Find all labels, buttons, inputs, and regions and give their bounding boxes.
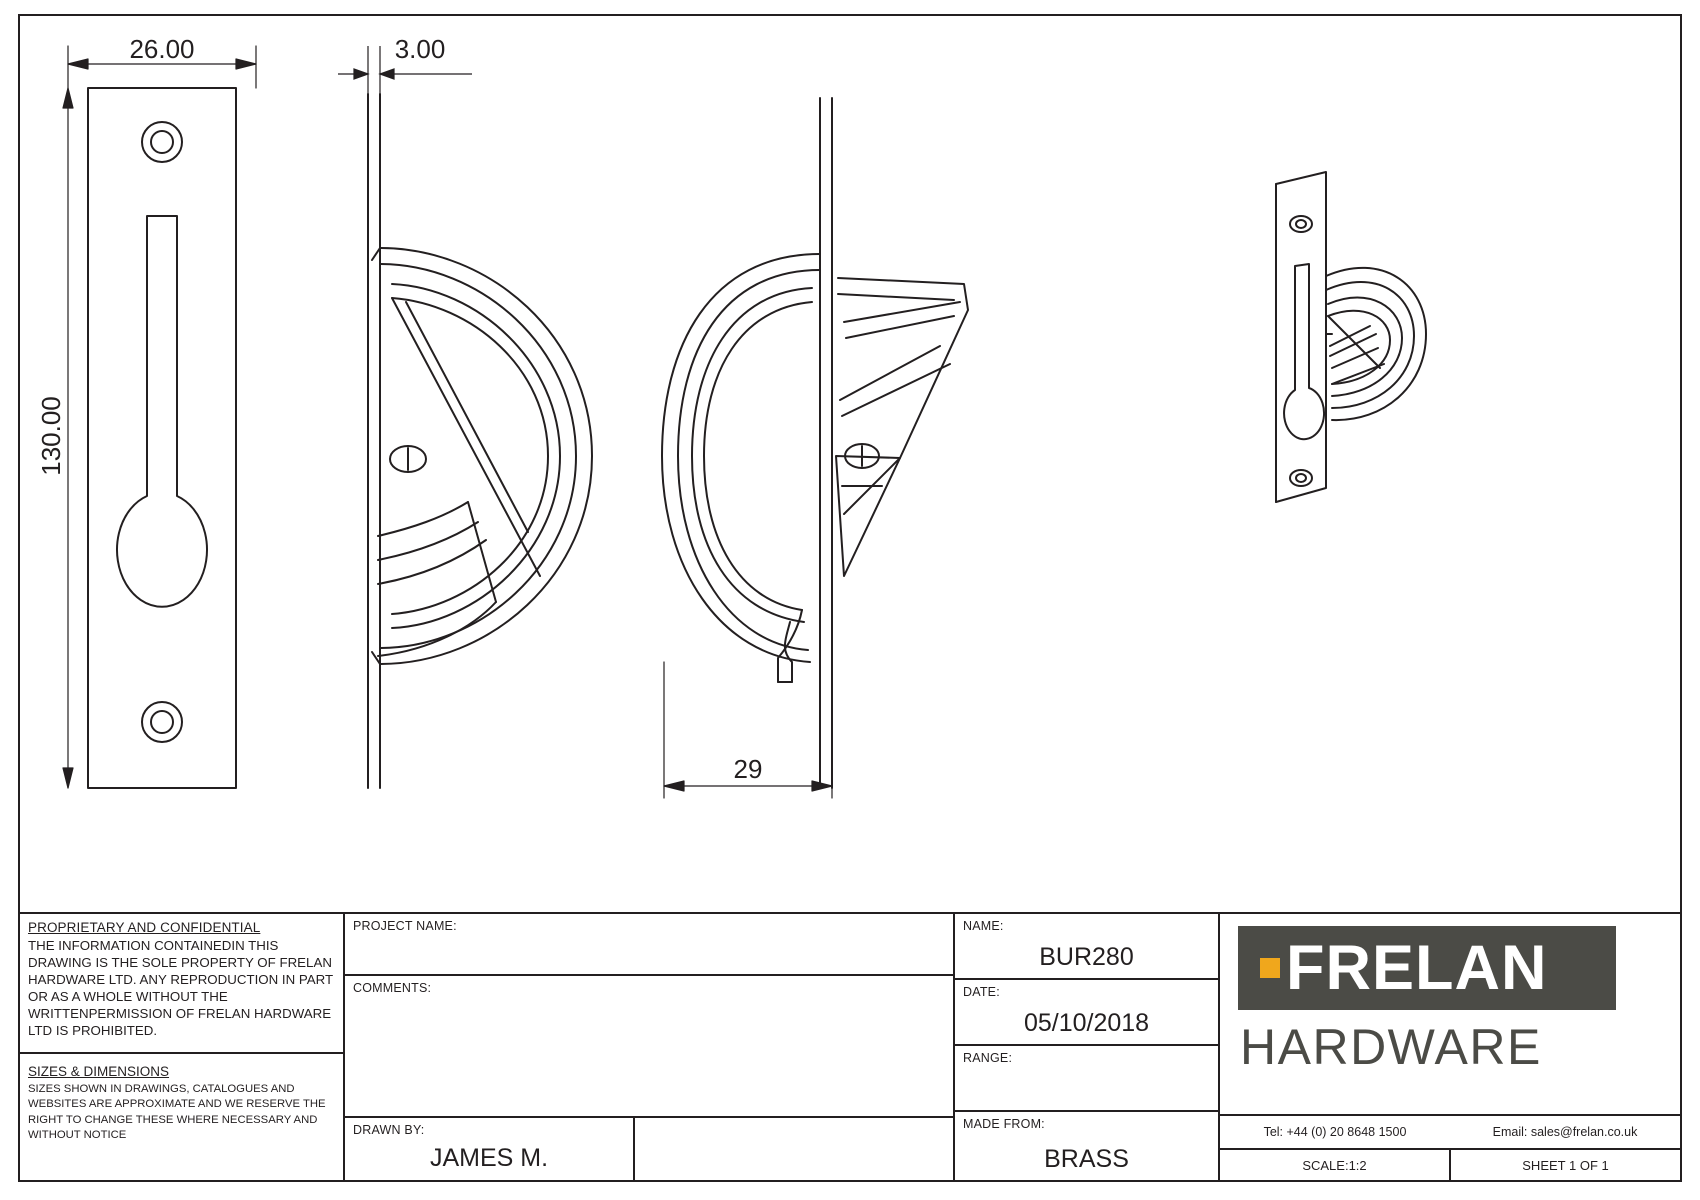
comments-label: COMMENTS: (353, 981, 432, 995)
proprietary-body: THE INFORMATION CONTAINEDIN THIS DRAWING IS THE SOLE PROPERTY OF FRELAN HARDWARE LTD. ANY REPRODUCTION IN PART OR AS A WHOLE WITHOUT THE WRITTENPERMISSION OF FRELAN HARDWARE LTD IS PROHIBITED. (28, 938, 333, 1039)
sizes-body: SIZES SHOWN IN DRAWINGS, CATALOGUES AND WEBSITES ARE APPROXIMATE AND WE RESERVE THE RIGHT TO CHANGE THESE WHERE NECESSARY AND WITHOUT NOTICE (28, 1083, 326, 1141)
telephone-text: Tel: +44 (0) 20 8648 1500 (1263, 1125, 1407, 1139)
project-column (345, 914, 955, 1180)
drawn-by-value: JAMES M. (429, 1144, 549, 1172)
part-name-label: NAME: (963, 919, 1004, 933)
technical-drawing-views (20, 16, 1680, 912)
open-view (662, 98, 968, 788)
drawn-by-cell (345, 1118, 635, 1180)
dimension-label-width: 26.00 (129, 34, 195, 64)
title-block (20, 914, 1680, 1180)
frelan-square-icon (1260, 958, 1280, 978)
side-view (368, 94, 592, 788)
legal-column (20, 914, 345, 1180)
drawn-by-label: DRAWN BY: (353, 1123, 425, 1137)
project-name-cell (345, 914, 953, 976)
sheet-text: SHEET 1 OF 1 (1522, 1157, 1609, 1173)
dimension-label-depth: 29 (733, 754, 763, 784)
front-view (88, 88, 236, 788)
project-name-label: PROJECT NAME: (353, 919, 457, 933)
dimension-label-height: 130.00 (36, 396, 66, 476)
made-from-label: MADE FROM: (963, 1117, 1045, 1131)
date-cell (955, 980, 1218, 1046)
drawing-area (20, 16, 1680, 914)
date-value: 05/10/2018 (1023, 1009, 1150, 1037)
drawn-by-row (345, 1118, 953, 1180)
part-name-cell (955, 914, 1218, 980)
comments-cell (345, 976, 953, 1118)
frelan-logo-box (1238, 926, 1616, 1010)
drawing-sheet (18, 14, 1682, 1182)
part-name-value: BUR280 (1039, 943, 1134, 971)
hardware-logo-text: HARDWARE (1240, 1019, 1542, 1075)
dimension-label-thickness: 3.00 (394, 34, 446, 64)
frelan-logo-text: FRELAN (1286, 932, 1548, 1003)
isometric-view (1276, 172, 1426, 502)
company-column (1220, 914, 1680, 1180)
proprietary-heading: PROPRIETARY AND CONFIDENTIAL (28, 920, 261, 935)
company-logo (1220, 914, 1680, 1114)
made-from-value: BRASS (1044, 1145, 1129, 1173)
range-cell (955, 1046, 1218, 1112)
sizes-notice (20, 1054, 343, 1180)
proprietary-notice (20, 914, 343, 1054)
spec-column (955, 914, 1220, 1180)
sizes-heading: SIZES & DIMENSIONS (28, 1064, 170, 1079)
email-text: Email: sales@frelan.co.uk (1492, 1125, 1638, 1139)
drawn-by-blank-cell (635, 1118, 953, 1180)
date-label: DATE: (963, 985, 1000, 999)
contact-row (1220, 1114, 1680, 1148)
scale-row (1220, 1148, 1680, 1180)
made-from-cell (955, 1112, 1218, 1180)
range-label: RANGE: (963, 1051, 1013, 1065)
scale-text: SCALE:1:2 (1220, 1150, 1451, 1180)
